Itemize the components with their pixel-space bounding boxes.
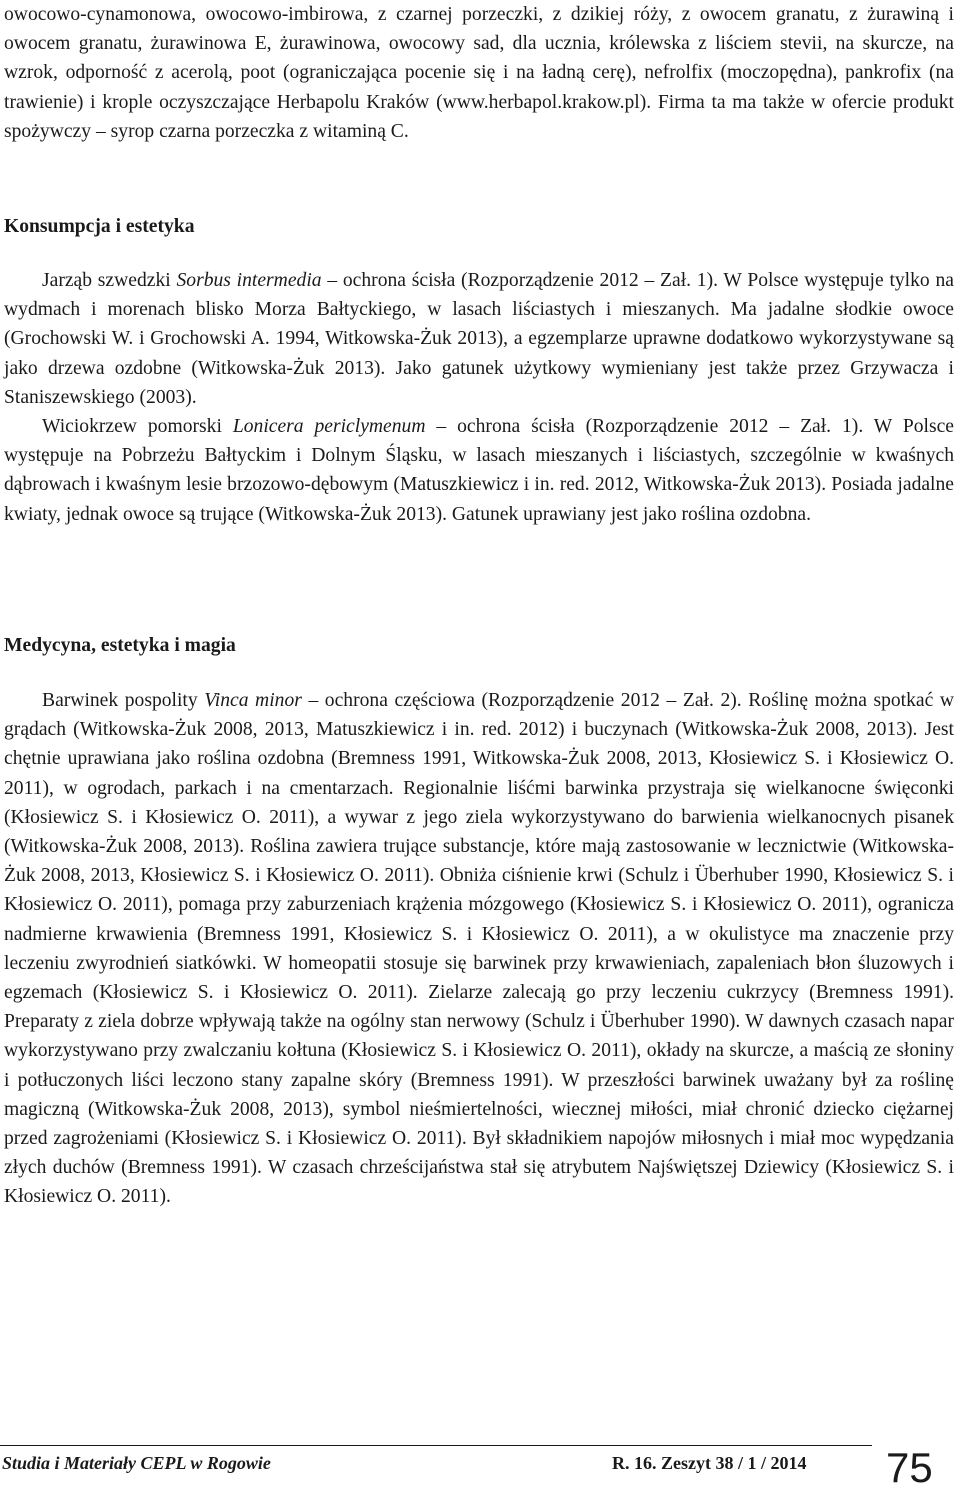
species-name: Barwinek pospolity [42, 690, 198, 711]
section-medicine-body [4, 686, 954, 1212]
species-paragraph-lonicera [4, 412, 954, 529]
species-paragraph-vinca [4, 686, 954, 1212]
species-description: – ochrona ścisła (Rozporządzenie 2012 – Zał. 1). W Polsce występuje tylko na wydmach i morenach blisko Morza Bałtyckiego, w lasach liściastych i mieszanych. Ma jadalne słodkie owoce (Grochowski W. i Grochowski A. 1994, Witkowska-Żuk 2013), a egzemplarze uprawne dodatkowo wykorzystywane są jako drzewa ozdobne (Witkowska-Żuk 2013). Jako gatunek użytkowy wymieniany jest także przez Grzywacza i Staniszewskiego (2003). [4, 270, 954, 408]
intro-block [4, 0, 954, 146]
section-heading: Konsumpcja i estetyka [4, 216, 195, 237]
latin-name: Sorbus intermedia [176, 270, 322, 291]
latin-name: Lonicera periclymenum [232, 416, 426, 438]
section-consumption [4, 212, 954, 241]
species-description: – ochrona częściowa (Rozporządzenie 2012 – Zał. 2). Roślinę można spotkać w grądach (Witkowska-Żuk 2008, 2013, Matuszkiewicz i in. red. 2012) i buczynach (Witkowska-Żuk 2008, 2013). Jest chętnie uprawiana jako roślina ozdobna (Bremness 1991, Witkowska-Żuk 2008, 2013, Kłosiewicz S. i Kłosiewicz O. 2011), w ogrodach, parkach i na cmentarzach. Regionalnie liśćmi barwinka przystraja się wielkanocne święconki (Kłosiewicz S. i Kłosiewicz O. 2011), a wywar z jego ziela wykorzystywano do barwienia wielkanocnych pisanek (Witkowska-Żuk 2008, 2013). Roślina zawiera trujące substancje, które mają zastosowanie w lecznictwie (Witkowska-Żuk 2008, 2013, Kłosiewicz S. i Kłosiewicz O. 2011). Obniża ciśnienie krwi (Schulz i Überhuber 1990, Kłosiewicz S. i Kłosiewicz O. 2011), pomaga przy zaburzeniach krążenia mózgowego (Kłosiewicz S. i Kłosiewicz O. 2011), ogranicza nadmierne krwawienia (Bremness 1991, Kłosiewicz S. i Kłosiewicz O. 2011), a w okulistyce ma znaczenie przy leczeniu zwyrodnień siatkówki. W homeopatii stosuje się barwinek przy krwawieniach, zapaleniach błon śluzowych i egzemach (Kłosiewicz S. i Kłosiewicz O. 2011). Zielarze zalecają go przy leczeniu cukrzycy (Bremness 1991). Preparaty z ziela dobrze wpływają także na ogólny stan nerwowy (Schulz i Überhuber 1990). W dawnych czasach napar wykorzystywano przy zwalczaniu kołtuna (Kłosiewicz S. i Kłosiewicz O. 2011), okłady na skurcze, a maścią ze słoniny i potłuczonych liści leczono stany zapalne skóry (Bremness 1991). W przeszłości barwinek uważany był za roślinę magiczną (Witkowska-Żuk 2008, 2013), symbol nieśmiertelności, wiecznej miłości, miał chronić dziecko ciężarnej przed zagrożeniami (Kłosiewicz S. i Kłosiewicz O. 2011). Był składnikiem napojów miłosnych i miał moc wypędzania złych duchów (Bremness 1991). W czasach chrześcijaństwa stał się atrybutem Najświętszej Dziewicy (Kłosiewicz S. i Kłosiewicz O. 2011). [4, 690, 955, 1208]
footer-divider [0, 1445, 872, 1446]
intro-paragraph: owocowo-cynamonowa, owocowo-imbirowa, z czarnej porzeczki, z dzikiej róży, z owocem granatu, z żurawiną i owocem granatu, żurawinowa E, żurawinowa, owocowy sad, dla ucznia, królewska z liściem stevii, na skurcze, na wzrok, odporność z acerolą, poot (ograniczająca pocenie się i na ładną cerę), nefrolfix (moczopędna), pankrofix (na trawienie) i krople oczyszczające Herbapolu Kraków (www.herbapol.krakow.pl). Firma ta ma także w ofercie produkt spożywczy – syrop czarna porzeczka z witaminą C. [4, 4, 954, 142]
species-paragraph-sorbus [4, 266, 954, 412]
species-name: Wiciokrzew pomorski [42, 416, 222, 438]
species-description: – ochrona ścisła (Rozporządzenie 2012 – Zał. 1). W Polsce występuje na Pobrzeżu Bałtyckim i Dolnym Śląsku, w lasach mieszanych i liściastych, szczególnie w kwaśnych dąbrowach i kwaśnym lesie brzozowo-dębowym (Matuszkiewicz i in. red. 2012, Witkowska-Żuk 2013). Posiada jadalne kwiaty, jednak owoce są trujące (Witkowska-Żuk 2013). Gatunek uprawiany jest jako roślina ozdobna. [4, 416, 954, 525]
page-number: 75 [886, 1444, 933, 1491]
species-name: Jarząb szwedzki [42, 270, 171, 291]
journal-title: Studia i Materiały CEPL w Rogowie [2, 1453, 271, 1473]
latin-name: Vinca minor [204, 690, 302, 711]
section-consumption-body [4, 266, 954, 529]
issue-info: R. 16. Zeszyt 38 / 1 / 2014 [612, 1453, 807, 1473]
section-heading: Medycyna, estetyka i magia [4, 635, 236, 656]
section-medicine [4, 631, 954, 660]
